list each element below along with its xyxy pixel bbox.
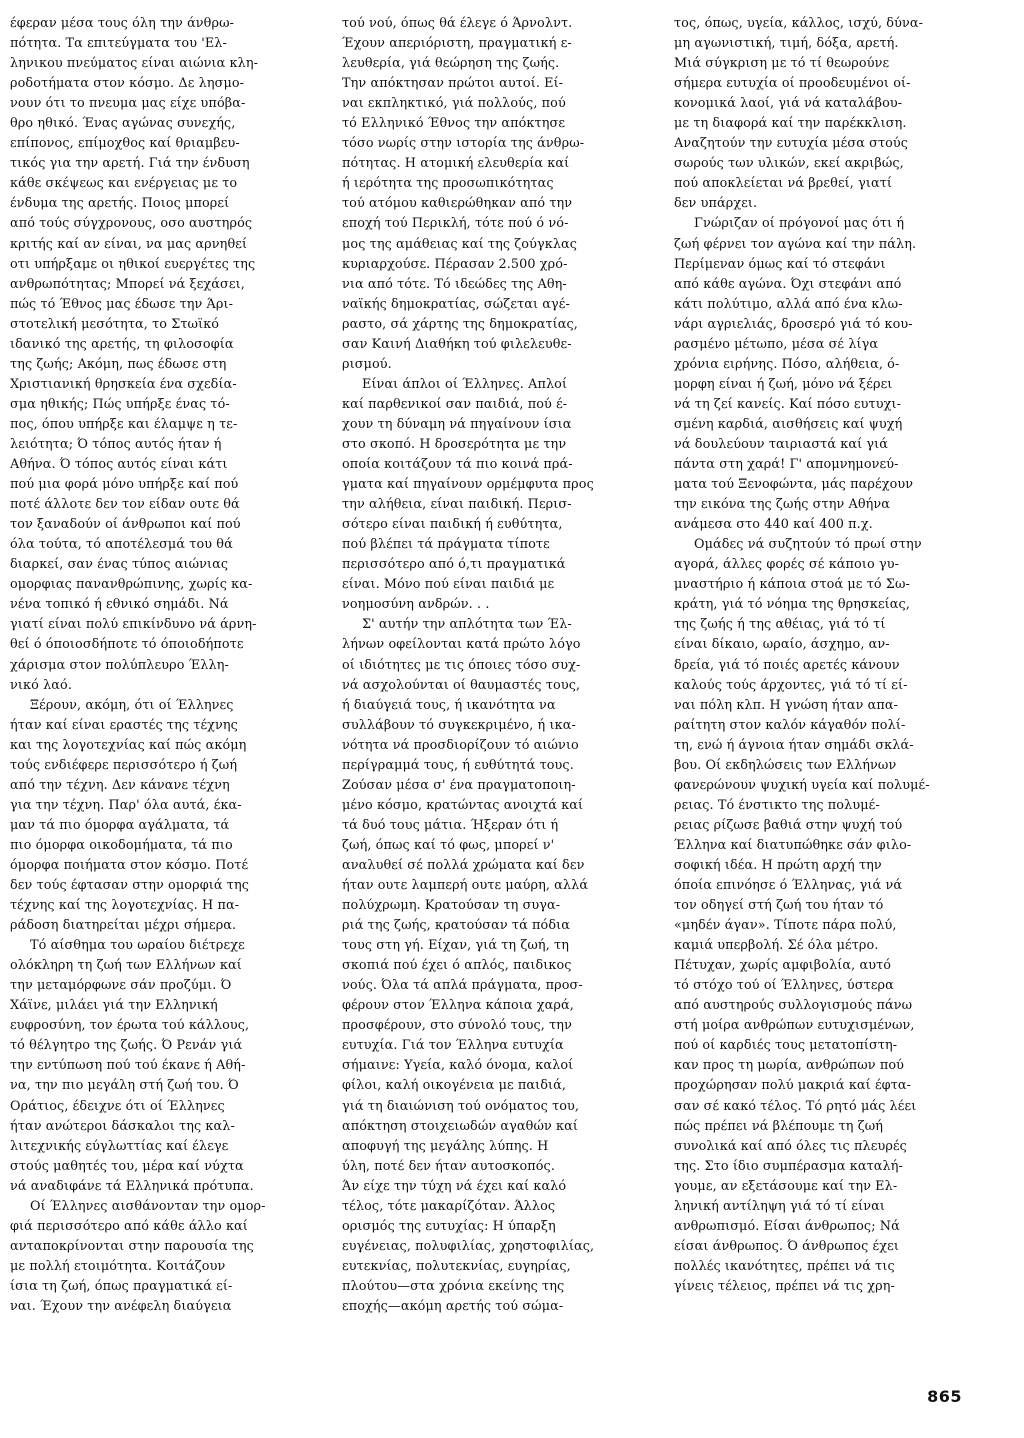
- text-line: της. Στο ίδιο συμπέρασμα καταλή-: [674, 1158, 903, 1174]
- text-line: πότητα. Τα επιτεύγματα του 'Ελ-: [10, 36, 227, 52]
- text-line: ή ιερότητα της προσωπικότητας: [342, 176, 554, 192]
- text-line: δρεία, γιά τό ποιές αρετές κάνουν: [674, 657, 900, 673]
- text-line: τους στη γή. Είχαν, γιά τη ζωή, τη: [342, 938, 569, 954]
- text-line: Ομάδες νά συζητούν τό πρωί στην: [694, 537, 922, 553]
- text-line: ροδοτήματα στον κόσμο. Δε λησμο-: [10, 76, 245, 92]
- text-line: τό στόχο τού οί Έλληνες, ύστερα: [674, 978, 894, 994]
- text-line: νικό λαό.: [10, 677, 72, 693]
- text-line: απόκτηση στοιχειωδών αγαθών καί: [342, 1118, 579, 1134]
- text-line: τη, ενώ ή άγνοια ήταν σημάδι σκλά-: [674, 737, 914, 753]
- text-line: πολύχρωμη. Κρατούσαν τη συγα-: [342, 898, 561, 914]
- text-line: τά δυό τους μάτια. Ήξεραν ότι ή: [342, 817, 559, 833]
- text-line: ευτυχία. Γιά τον Έλληνα ευτυχία: [342, 1038, 564, 1054]
- text-line: τον ξαναδούν οί άνθρωποι καί πού: [10, 517, 241, 533]
- text-line: ρισμού.: [342, 356, 392, 372]
- text-line: πότητας. Η ατομική ελευθερία καί: [342, 156, 570, 172]
- text-line: ναι εκπληκτικό, γιά πολλούς, πού: [342, 96, 566, 112]
- text-line: ραστο, σά χάρτης της δημοκρατίας,: [342, 316, 578, 332]
- text-line: να, την πιο μεγάλη στή ζωή του. Ό: [10, 1078, 239, 1094]
- text-line: ήταν ανώτεροι δάσκαλοι της καλ-: [10, 1118, 235, 1134]
- text-line: τέλος, τότε μακαρίζόταν. Άλλος: [342, 1198, 556, 1214]
- text-line: αγορά, άλλες φορές σέ κάποιο γυ-: [674, 557, 900, 573]
- text-line: ανθρωπισμό. Είσαι άνθρωπος; Νά: [674, 1218, 900, 1234]
- text-line: την εντύπωση πού τού έκανε ή Αθή-: [10, 1058, 246, 1074]
- text-line: επίπονος, επίμοχθος καί θριαμβευ-: [10, 136, 240, 152]
- text-line: γουμε, αν εξετάσουμε καί την Ελ-: [674, 1178, 898, 1194]
- text-line: ολόκληρη τη ζωή των Ελλήνων καί: [10, 958, 242, 974]
- text-line: νια από τότε. Τό ιδεώδες της Αθη-: [342, 276, 567, 292]
- text-line: ίσια τη ζωή, όπως πραγματικά εί-: [10, 1278, 233, 1294]
- text-line: ζωή, όπως καί τό φως, μπορεί ν': [342, 837, 555, 853]
- text-line: τό Ελληνικό Έθνος την απόκτησε: [342, 116, 566, 132]
- text-line: καί παρθενικοί σαν παιδιά, πού έ-: [342, 396, 568, 412]
- text-line: πάντα στη χαρά! Γ' απομνημονεύ-: [674, 457, 899, 473]
- text-line: τούς ενδιέφερε περισσότερο ή ζωή: [10, 757, 238, 773]
- text-line: σμένη καρδιά, αισθήσεις καί ψυχή: [674, 416, 903, 432]
- text-line: σωρούς των υλικών, εκεί ακριβώς,: [674, 156, 904, 172]
- text-line: νένα τοπικό ή εθνικό σημάδι. Νά: [10, 597, 229, 613]
- text-line: μορφη είναι ή ζωή, μόνο νά ξέρει: [674, 376, 893, 392]
- text-line: γίνεις τέλειος, πρέπει νά τις χρη-: [674, 1278, 895, 1294]
- text-line: είναι δίκαιο, ωραίο, άσχημο, αν-: [674, 637, 890, 653]
- text-line: ληνική αντίληψη γιά τό τί είναι: [674, 1198, 885, 1214]
- text-line: ρασμένο μέτωπο, μέσα σέ λίγα: [674, 336, 879, 352]
- text-line: πλούτου—στα χρόνια εκείνης της: [342, 1278, 565, 1294]
- text-line: Έχουν απεριόριστη, πραγματική ε-: [342, 36, 572, 52]
- text-line: πού μια φορά μόνο υπήρξε καί πού: [10, 477, 239, 493]
- text-line: λήνων οφείλονται κατά πρώτο λόγο: [342, 637, 581, 653]
- text-column-3: [674, 14, 986, 1297]
- text-line: δεν τούς έφτασαν στην ομορφιά της: [10, 878, 249, 894]
- text-line: κάτι πολύτιμο, αλλά από ένα κλω-: [674, 296, 903, 312]
- text-line: σκοπιά πού έχει ό απλός, παιδικος: [342, 958, 572, 974]
- text-line: διαρκεί, σαν ένας τύπος αιώνιας: [10, 557, 229, 573]
- text-line: νάρι αγριελιάς, δροσερό γιά τό κου-: [674, 316, 913, 332]
- text-line: Πέτυχαν, χωρίς αμφιβολία, αυτό: [674, 958, 892, 974]
- text-line: Αναζητούν την ευτυχία μέσα στούς: [674, 136, 909, 152]
- text-line: με τη διαφορά καί την παρέκκλιση.: [674, 116, 907, 132]
- text-line: βου. Οί εκδηλώσεις των Ελλήνων: [674, 757, 897, 773]
- text-line: σμα ηθικής; Πώς υπήρξε ένας τό-: [10, 396, 230, 412]
- text-line: σήμερα ευτυχία οί προοδευμένοι οί-: [674, 76, 911, 92]
- text-line: όμορφα ποιήματα στον κόσμο. Ποτέ: [10, 857, 249, 873]
- text-line: την εικόνα της ζωής στην Αθήνα: [674, 497, 891, 513]
- text-line: είσαι άνθρωπος. Ό άνθρωπος έχει: [674, 1238, 899, 1254]
- text-line: μένο κόσμο, κρατώντας ανοιχτά καί: [342, 797, 584, 813]
- text-line: φανερώνουν ψυχική υγεία καί πολυμέ-: [674, 777, 930, 793]
- text-line: από την τέχνη. Δεν κάνανε τέχνη: [10, 777, 230, 793]
- text-line: τόσο νωρίς στην ιστορία της άνθρω-: [342, 136, 585, 152]
- text-line: καμιά υπερβολή. Σέ όλα μέτρο.: [674, 938, 879, 954]
- text-line: Ζούσαν μέσα σ' ένα πραγματοποιη-: [342, 777, 576, 793]
- text-line: Περίμεναν όμως καί τό στεφάνι: [674, 256, 886, 272]
- text-line: τού νού, όπως θά έλεγε ό Άρνολντ.: [342, 16, 573, 31]
- text-line: θεί ό όποιοσδήποτε τό όποιοδήποτε: [10, 637, 244, 653]
- text-line: γιατί είναι πολύ επικίνδυνο νά άρνη-: [10, 617, 257, 633]
- text-line: προσφέρουν, στο σύνολό τους, την: [342, 1018, 572, 1034]
- text-line: ύλη, ποτέ δεν ήταν αυτοσκοπός.: [342, 1158, 555, 1174]
- text-line: προχώρησαν πολύ μακριά καί έφτα-: [674, 1078, 912, 1094]
- text-line: λιτεχνικής εύγλωττίας καί έλεγε: [10, 1138, 229, 1154]
- text-line: μναστήριο ή κάποια στοά με τό Σω-: [674, 577, 910, 593]
- text-line: σοφική ιδέα. Η πρώτη αρχή την: [674, 857, 882, 873]
- text-line: σήμαινε: Υγεία, καλό όνομα, καλοί: [342, 1058, 574, 1074]
- text-line: τον οδηγεί στή ζωή του ήταν τό: [674, 898, 884, 914]
- text-line: ένδυμα της αρετής. Ποιος μπορεί: [10, 196, 230, 212]
- text-line: ανθρωπότητας; Μπορεί νά ξεχάσει,: [10, 276, 245, 292]
- text-line: καλούς τούς άρχοντες, γιά τό τί εί-: [674, 677, 908, 693]
- text-line: περίγραμμά τους, ή ευθύτητά τους.: [342, 757, 574, 773]
- text-line: τικός για την αρετή. Γιά την ένδυση: [10, 156, 250, 172]
- text-line: ματα τού Ξενοφώντα, μάς παρέχουν: [674, 477, 914, 493]
- text-line: Μιά σύγκριση με τό τί θεωρούνε: [674, 56, 890, 72]
- text-line: ρειας ρίζωσε βαθιά στην ψυχή τού: [674, 817, 903, 833]
- text-line: εποχή τού Περικλή, τότε πού ό νό-: [342, 216, 569, 232]
- text-line: πού αποκλείεται νά βρεθεί, γιατί: [674, 176, 893, 192]
- text-line: νούς. Όλα τά απλά πράγματα, προσ-: [342, 978, 583, 994]
- text-line: Την απόκτησαν πρώτοι αυτοί. Εί-: [342, 76, 564, 92]
- text-line: από αυστηρούς συλλογισμούς πάνω: [674, 998, 913, 1014]
- text-line: φιά περισσότερο από κάθε άλλο καί: [10, 1218, 248, 1234]
- text-line: νότητα νά προσδιορίζουν τό αιώνιο: [342, 737, 579, 753]
- text-line: Χάϊνε, μιλάει γιά την Ελληνική: [10, 998, 218, 1014]
- text-line: Τό αίσθημα του ωραίου διέτρεχε: [30, 938, 245, 954]
- text-line: στούς μαθητές του, μέρα καί νύχτα: [10, 1158, 244, 1174]
- text-line: σαν σέ κακό τέλος. Τό ρητό μάς λέει: [674, 1098, 917, 1114]
- text-line: ευγένειας, πολυφιλίας, χρηστοφιλίας,: [342, 1238, 595, 1254]
- text-column-1: [10, 14, 322, 1317]
- text-line: Οράτιος, έδειχνε ότι οί Έλληνες: [10, 1098, 225, 1114]
- text-line: νά ασχολούνται οί θαυμαστές τους,: [342, 677, 581, 693]
- text-line: ριά της ζωής, κρατούσαν τά πόδια: [342, 918, 570, 934]
- text-line: ιδανικό της αρετής, τη φιλοσοφία: [10, 336, 234, 352]
- text-line: θρο ηθικό. Ένας αγώνας συνεχής,: [10, 116, 236, 132]
- text-line: από τούς σύγχρονους, οσο αυστηρός: [10, 216, 253, 232]
- text-line: χάρισμα στον πολύπλευρο Έλλη-: [10, 657, 229, 673]
- text-line: και της λογοτεχνίας καί πώς ακόμη: [10, 737, 247, 753]
- text-line: κριτής καί αν είναι, να μας αρνηθεί: [10, 236, 248, 252]
- text-line: συνολικά καί από όλες τις πλευρές: [674, 1138, 907, 1154]
- text-line: μη αγωνιστική, τιμή, δόξα, αρετή.: [674, 36, 899, 52]
- text-line: είναι. Μόνο πού είναι παιδιά με: [342, 577, 555, 593]
- text-line: πού οί καρδιές τους μετατοπίστη-: [674, 1038, 898, 1054]
- text-line: κυριαρχούσε. Πέρασαν 2.500 χρό-: [342, 256, 568, 272]
- text-line: χρόνια ειρήνης. Πόσο, αλήθεια, ό-: [674, 356, 900, 372]
- text-line: φίλοι, καλή οικογένεια με παιδιά,: [342, 1078, 567, 1094]
- text-line: ομορφιας πανανθρώπινης, χωρίς κα-: [10, 577, 253, 593]
- text-column-2: [342, 14, 654, 1317]
- text-line: σότερο είναι παιδική ή ευθύτητα,: [342, 517, 563, 533]
- text-line: οί ιδιότητες με τις όποιες τόσο συχ-: [342, 657, 581, 673]
- text-line: λειότητα; Ό τόπος αυτός ήταν ή: [10, 436, 222, 452]
- text-line: δεν υπάρχει.: [674, 196, 758, 212]
- text-line: ράδοση διατηρείται μέχρι σήμερα.: [10, 918, 237, 934]
- text-line: «μηδέν άγαν». Τίποτε πάρα πολύ,: [674, 918, 897, 934]
- text-line: ευφροσύνη, τον έρωτα τού κάλλους,: [10, 1018, 250, 1034]
- text-line: έφεραν μέσα τους όλη την άνθρω-: [10, 16, 235, 31]
- text-line: ναι. Έχουν την ανέφελη διαύγεια: [10, 1299, 232, 1314]
- text-line: ορισμός της ευτυχίας: Η ύπαρξη: [342, 1218, 556, 1234]
- text-line: της ζωής ή της αθέιας, γιά τό τί: [674, 617, 886, 633]
- text-line: πώς τό Έθνος μας έδωσε την Άρι-: [10, 296, 234, 312]
- text-line: τέχνης καί της λογοτεχνίας. Η πα-: [10, 898, 240, 914]
- text-line: ήταν ουτε λαμπερή ουτε μαύρη, αλλά: [342, 878, 589, 894]
- text-line: χουν τη δύναμη νά πηγαίνουν ίσια: [342, 416, 572, 432]
- text-line: ναϊκής δημοκρατίας, σώζεται αγέ-: [342, 296, 570, 312]
- text-line: γματα καί πηγαίνουν ορμέμφυτα προς: [342, 477, 594, 493]
- text-line: κονομικά λαοί, γιά νά καταλάβου-: [674, 96, 903, 112]
- text-line: νά δουλεύουν ταιριαστά καί γιά: [674, 436, 889, 452]
- text-line: μαν τά πιο όμορφα αγάλματα, τά: [10, 817, 230, 833]
- text-line: από κάθε αγώνα. Όχι στεφάνι από: [674, 276, 902, 292]
- text-line: Σ' αυτήν την απλότητα των Έλ-: [362, 617, 572, 633]
- text-line: ρειας. Τό ένστικτο της πολυμέ-: [674, 797, 880, 813]
- text-line: ληνικου πνεύματος είναι αιώνια κλη-: [10, 56, 259, 72]
- text-line: όποία επινόησε ό Έλληνας, γιά νά: [674, 878, 903, 894]
- text-line: στοτελική μεσότητα, το Στωϊκό: [10, 316, 220, 332]
- text-line: την αλήθεια, είναι παιδική. Περισ-: [342, 497, 572, 513]
- text-line: στο σκοπό. Η δροσερότητα με την: [342, 436, 567, 452]
- text-line: Άν είχε την τύχη νά έχει καί καλό: [342, 1178, 567, 1194]
- text-line: πος, όπου υπήρξε και έλαμψε η τε-: [10, 416, 238, 432]
- text-line: ραίτητη στον καλόν κάγαθόν πολί-: [674, 717, 906, 733]
- text-line: πού βλέπει τά πράγματα τίποτε: [342, 537, 550, 553]
- page-number: 865: [927, 1387, 962, 1406]
- text-line: Χριστιανική θρησκεία ένα σχεδία-: [10, 376, 237, 392]
- text-line: ανταποκρίνονται στην παρουσία της: [10, 1238, 254, 1254]
- text-line: ζωή φέρνει τον αγώνα καί την πάλη.: [674, 236, 917, 252]
- text-line: πολλές ικανότητες, πρέπει νά τις: [674, 1258, 895, 1274]
- text-line: Ξέρουν, ακόμη, ότι οί Έλληνες: [30, 697, 234, 713]
- text-line: ή διαύγειά τους, ή ικανότητα να: [342, 697, 556, 713]
- text-line: περισσότερο από ό,τι πραγματικά: [342, 557, 566, 573]
- text-line: νά τη ζεί κανείς. Καί πόσο ευτυχι-: [674, 396, 901, 412]
- text-line: κράτη, γιά τό νόημα της θρησκείας,: [674, 597, 910, 613]
- text-line: της ζωής; Ακόμη, πως έδωσε στη: [10, 356, 227, 372]
- text-line: κάθε σκέψεως και ενέργειας με το: [10, 176, 238, 192]
- text-line: για την τέχνη. Παρ' όλα αυτά, έκα-: [10, 797, 242, 813]
- text-line: Αθήνα. Ό τόπος αυτός είναι κάτι: [10, 457, 228, 473]
- text-line: Οί Έλληνες αισθάνονταν την ομορ-: [30, 1198, 266, 1214]
- text-line: ποτέ άλλοτε δεν τον είδαν ουτε θά: [10, 497, 240, 513]
- text-line: Έλληνα καί διατυπώθηκε σάν φιλο-: [674, 837, 912, 853]
- text-line: ήταν καί είναι εραστές της τέχνης: [10, 717, 238, 733]
- text-line: φέρουν στον Έλληνα κάποια χαρά,: [342, 998, 574, 1014]
- text-line: οποία κοιτάζουν τά πιο κοινά πρά-: [342, 457, 573, 473]
- text-line: συλλάβουν τό συγκεκριμένο, ή ικα-: [342, 717, 576, 733]
- text-line: πώς πρέπει νά βλέπουμε τη ζωή: [674, 1118, 884, 1134]
- text-line: καν προς τη μωρία, ανθρώπων πού: [674, 1058, 905, 1074]
- text-line: τού ατόμου καθιερώθηκαν από την: [342, 196, 573, 212]
- text-line: τό θέλγητρο της ζωής. Ό Ρενάν γιά: [10, 1038, 243, 1054]
- text-line: τος, όπως, υγεία, κάλλος, ισχύ, δύνα-: [674, 16, 924, 31]
- text-line: ευτεκνίας, πολυτεκνίας, ευγηρίας,: [342, 1258, 571, 1274]
- text-line: νουν ότι το πνευμα μας είχε υπόβα-: [10, 96, 246, 112]
- text-line: με πολλή ετοιμότητα. Κοιτάζουν: [10, 1258, 226, 1274]
- text-line: ναι πόλη κλπ. Η γνώση ήταν απα-: [674, 697, 899, 713]
- text-line: Γνώριζαν οί πρόγονοί μας ότι ή: [694, 216, 905, 232]
- text-line: γιά τη διαιώνιση τού ονόματος του,: [342, 1098, 580, 1114]
- text-line: αναλυθεί σέ πολλά χρώματα καί δεν: [342, 857, 585, 873]
- text-line: όλα τούτα, τό αποτέλεσμά του θά: [10, 537, 233, 553]
- text-line: ανάμεσα στο 440 καί 400 π.χ.: [674, 517, 873, 533]
- text-line: οτι υπήρξαμε οι ηθικοί ευεργέτες της: [10, 256, 256, 272]
- text-line: νοημοσύνη ανδρών. . .: [342, 597, 490, 613]
- text-line: στή μοίρα ανθρώπων ευτυχισμένων,: [674, 1018, 915, 1034]
- text-line: εποχής—ακόμη αρετής τού σώμα-: [342, 1299, 564, 1314]
- text-line: νά αναδιφάνε τά Ελληνικά πρότυπα.: [10, 1178, 254, 1194]
- text-line: αποφυγή της μεγάλης λύπης. Η: [342, 1138, 549, 1154]
- text-line: Είναι άπλοι οί Έλληνες. Απλοί: [362, 376, 568, 392]
- text-line: μος της αμάθειας καί της ζούγκλας: [342, 236, 578, 252]
- text-line: την μεταμόρφωνε σάν προζύμι. Ό: [10, 978, 232, 994]
- text-line: πιο όμορφα οικοδομήματα, τά πιο: [10, 837, 233, 853]
- text-line: σαν Καινή Διαθήκη τού φιλελευθε-: [342, 336, 572, 352]
- text-line: λευθερία, γιά θεώρηση της ζωής.: [342, 56, 560, 72]
